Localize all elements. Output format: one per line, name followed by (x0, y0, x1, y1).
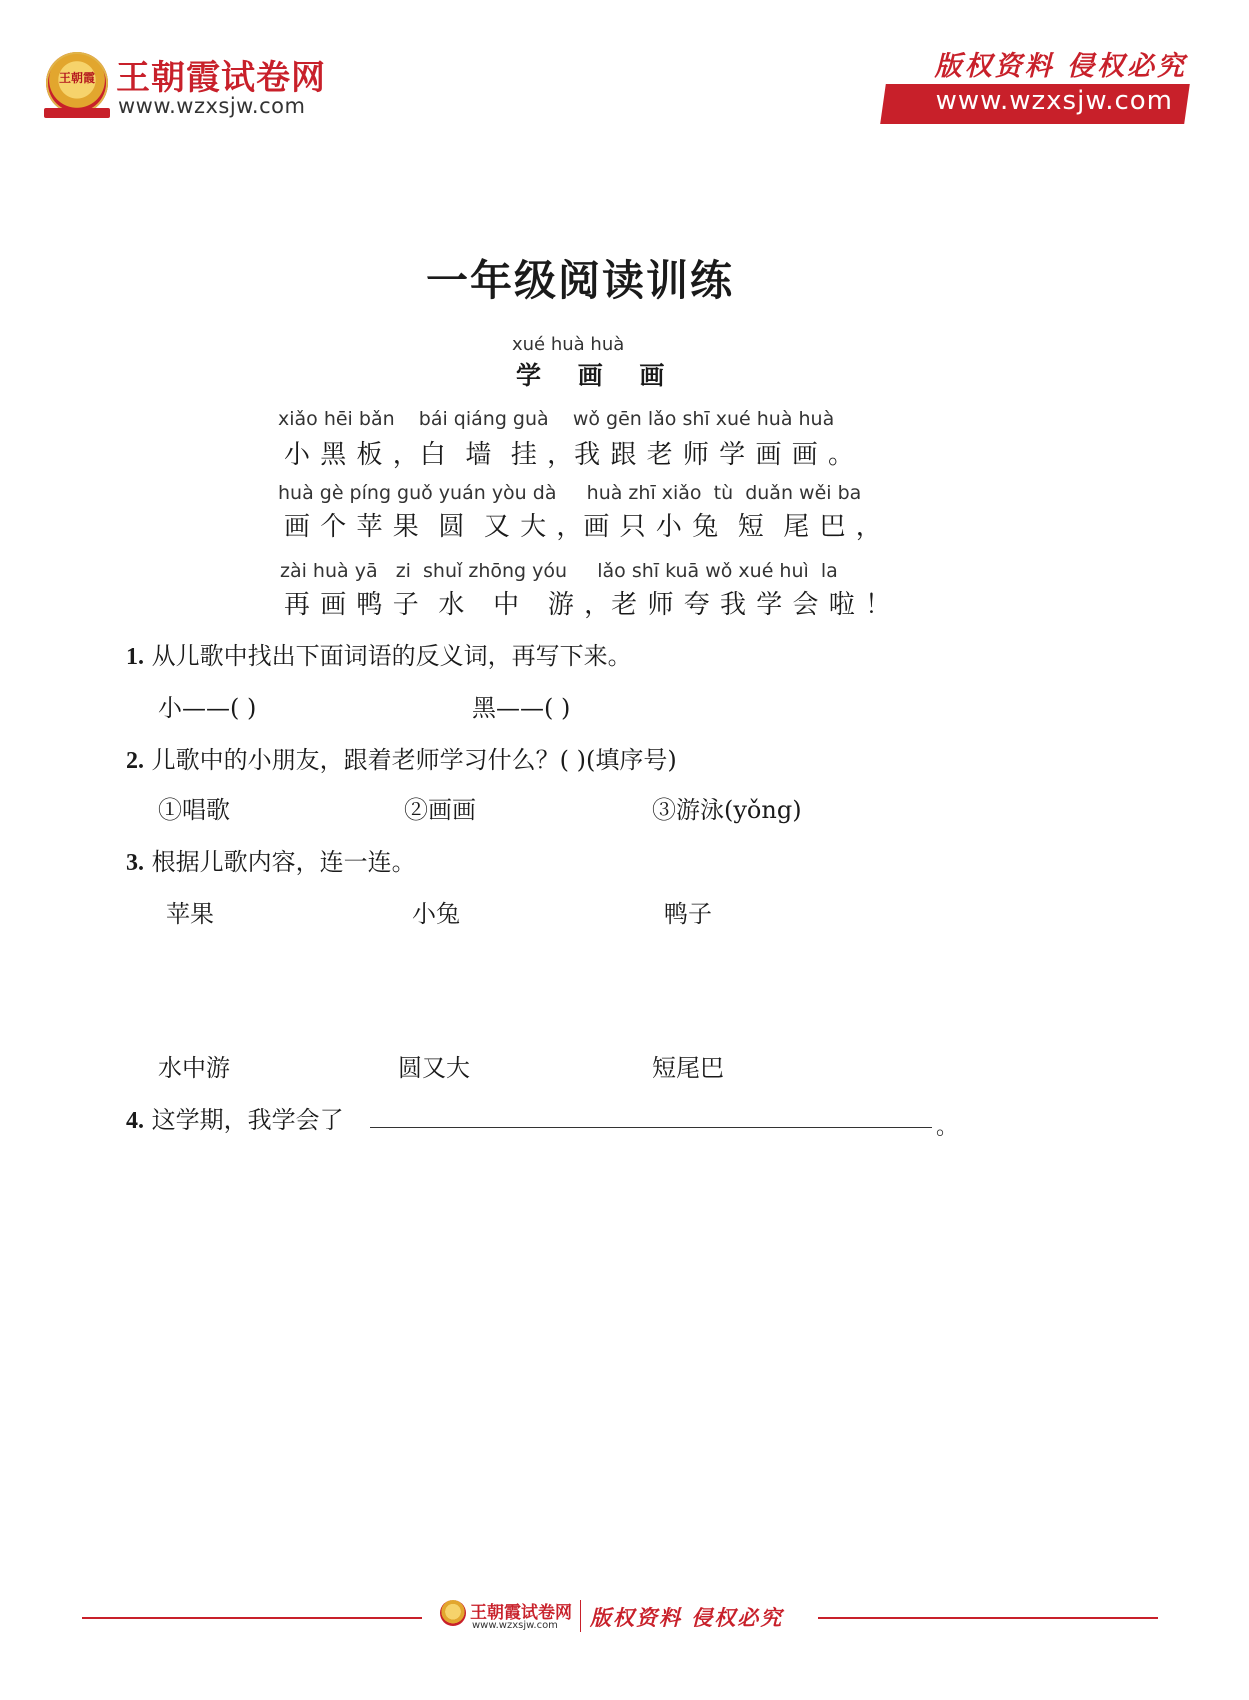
footer-divider-left (82, 1617, 422, 1619)
question-number: 2. (126, 748, 144, 774)
question-number: 3. (126, 850, 144, 876)
footer-divider-right (818, 1617, 1158, 1619)
question-1 (126, 636, 632, 671)
footer-copyright: 版权资料 侵权必究 (590, 1605, 784, 1630)
poem-title-pinyin: xué huà huà (512, 334, 625, 355)
poem-line-1: 小 黑 板 ，白 墙 挂 ，我 跟 老 师 学 画 画 。 (284, 440, 855, 470)
footer-url: www.wzxsjw.com (472, 1620, 558, 1631)
match-bottom-swim[interactable]: 水中游 (158, 1054, 230, 1082)
question-text: 从儿歌中找出下面词语的反义词，再写下来。 (151, 642, 632, 670)
match-top-apple[interactable]: 苹果 (166, 900, 214, 928)
q1-blank-black[interactable]: 黑——( ) (472, 694, 571, 722)
question-4 (126, 1100, 344, 1135)
page-title: 一年级阅读训练 (425, 256, 734, 305)
q2-option-1[interactable]: ①唱歌 (158, 796, 230, 824)
footer-logo (440, 1598, 810, 1638)
copyright-banner (887, 44, 1187, 124)
question-text: 儿歌中的小朋友，跟着老师学习什么？( )(填序号) (151, 746, 677, 774)
match-bottom-tail[interactable]: 短尾巴 (652, 1054, 724, 1082)
question-text: 这学期，我学会了 (151, 1106, 344, 1134)
poem-line-3: 再 画 鸭 子 水 中 游 ，老 师 夸 我 学 会 啦 ！ (284, 590, 893, 620)
brand-name: 王朝霞试卷网 (116, 58, 326, 98)
match-top-rabbit[interactable]: 小兔 (412, 900, 460, 928)
question-2 (126, 740, 677, 775)
question-text: 根据儿歌内容，连一连。 (151, 848, 416, 876)
q4-end-mark: 。 (936, 1115, 959, 1140)
question-3 (126, 842, 416, 877)
seal-icon (440, 1600, 466, 1626)
footer-separator (580, 1600, 581, 1632)
ribbon-icon (44, 108, 110, 118)
q2-option-3[interactable]: ③游泳(yǒng) (652, 796, 802, 824)
q2-option-2[interactable]: ②画画 (404, 796, 476, 824)
match-top-duck[interactable]: 鸭子 (664, 900, 712, 928)
q1-blank-small[interactable]: 小——( ) (158, 694, 257, 722)
seal-text: 王朝霞 (58, 71, 95, 85)
poem-title: 学 画 画 (516, 361, 679, 390)
poem-line-1-pinyin: xiǎo hēi bǎn bái qiáng guà wǒ gēn lǎo shī xué huà huà (278, 408, 835, 430)
poem-line-3-pinyin: zài huà yā zi shuǐ zhōng yóu lǎo shī kuā wǒ xué huì la (280, 560, 838, 582)
poem-line-2-pinyin: huà gè píng guǒ yuán yòu dà huà zhī xiǎo tù duǎn wěi ba (278, 482, 862, 504)
site-logo (46, 48, 362, 124)
copyright-url: www.wzxsjw.com (935, 86, 1173, 116)
footer-brand: 王朝霞试卷网 (470, 1603, 572, 1623)
question-number: 4. (126, 1108, 144, 1134)
question-number: 1. (126, 644, 144, 670)
poem-line-2: 画 个 苹 果 圆 又 大 ，画 只 小 兔 短 尾 巴 ， (284, 512, 883, 542)
brand-url: www.wzxsjw.com (118, 94, 306, 118)
q4-answer-line[interactable] (370, 1127, 932, 1128)
match-bottom-round[interactable]: 圆又大 (398, 1054, 470, 1082)
copyright-text: 版权资料 侵权必究 (934, 51, 1187, 82)
